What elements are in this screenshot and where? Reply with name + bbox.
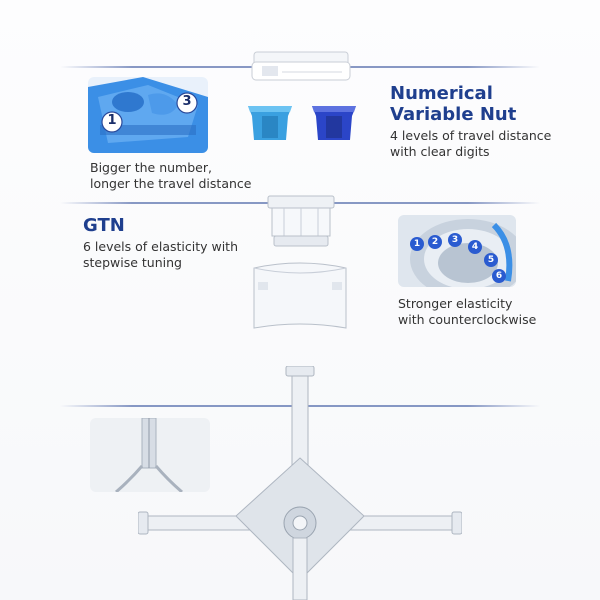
- dial-marker-6: 6: [492, 269, 506, 283]
- dial-marker-1: 1: [410, 237, 424, 251]
- nut-title-line1: Numerical: [390, 83, 493, 104]
- dial-marker-2: 2: [428, 235, 442, 249]
- gtn-desc-line2: stepwise tuning: [83, 255, 182, 270]
- dial-marker-3: 3: [448, 233, 462, 247]
- clear-spring-housing: [264, 194, 338, 248]
- clear-shell-part: [248, 258, 352, 336]
- elasticity-dial-photo: [398, 215, 516, 287]
- number-desc-line1: Bigger the number,: [90, 160, 212, 175]
- light-blue-nut: [246, 100, 294, 144]
- nut-title-line2: Variable Nut: [390, 104, 517, 125]
- clear-cross-base: [138, 366, 462, 600]
- nut-desc-line1: 4 levels of travel distance: [390, 128, 552, 143]
- dark-blue-nut: [310, 100, 358, 144]
- top-cap-part: [250, 48, 352, 84]
- marker-3-label: 3: [182, 94, 192, 109]
- marker-1-label: 1: [107, 113, 117, 128]
- dial-marker-5: 5: [484, 253, 498, 267]
- elasticity-desc-line2: with counterclockwise: [398, 312, 537, 327]
- numbered-part-photo: [88, 77, 208, 153]
- dial-marker-4: 4: [468, 240, 482, 254]
- gtn-title: GTN: [83, 215, 125, 236]
- number-desc-line2: longer the travel distance: [90, 176, 252, 191]
- elasticity-desc-line1: Stronger elasticity: [398, 296, 513, 311]
- gtn-desc-line1: 6 levels of elasticity with: [83, 239, 239, 254]
- nut-desc-line2: with clear digits: [390, 144, 490, 159]
